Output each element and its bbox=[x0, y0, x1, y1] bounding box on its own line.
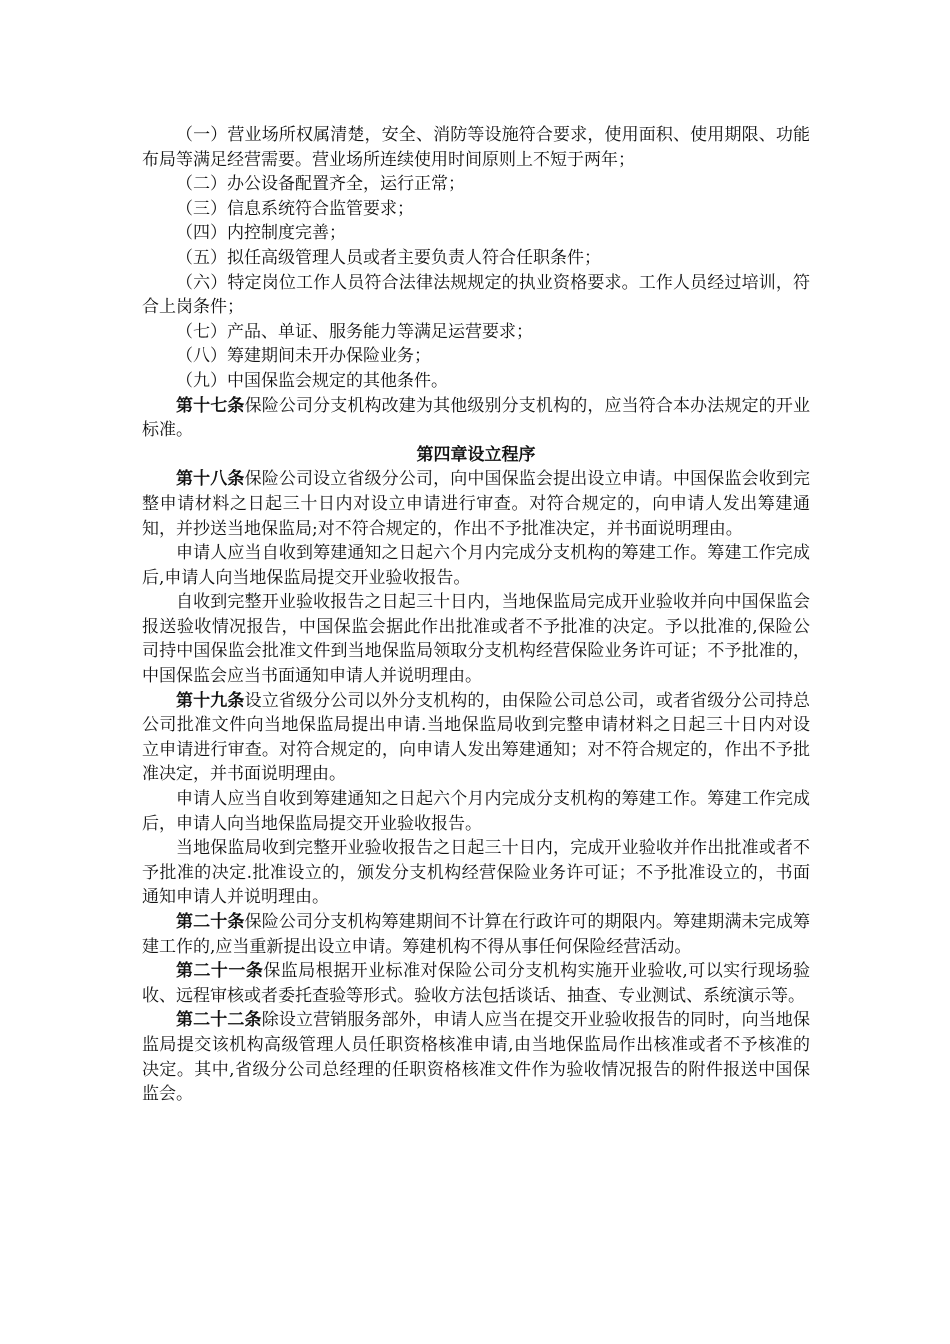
article-17-text: 保险公司分支机构改建为其他级别分支机构的，应当符合本办法规定的开业标准。 bbox=[142, 395, 811, 441]
article-19-text: 设立省级分公司以外分支机构的，由保险公司总公司，或者省级分公司持总公司批准文件向当地保监局提出申请.当地保监局收到完整申请材料之日起三十日内对设立申请进行审查。对符合规定的，向申请人发出筹建通知；对不符合规定的，作出不予批准决定，并书面说明理由。 bbox=[142, 690, 811, 785]
article-20 bbox=[142, 910, 810, 959]
article-18-paragraph-3: 自收到完整开业验收报告之日起三十日内，当地保监局完成开业验收并向中国保监会报送验收情况报告，中国保监会据此作出批准或者不予批准的决定。予以批准的,保险公司持中国保监会批准文件到当地保监局领取分支机构经营保险业务许可证；不予批准的，中国保监会应当书面通知申请人并说明理由。 bbox=[142, 592, 810, 687]
article-20-number: 第二十条 bbox=[176, 912, 245, 932]
chapter-title: 第四章设立程序 bbox=[416, 444, 536, 465]
article-18-number: 第十八条 bbox=[176, 469, 245, 490]
item-3: （三）信息系统符合监管要求； bbox=[176, 198, 414, 219]
document-page bbox=[142, 123, 810, 1107]
item-1: （一）营业场所权属清楚，安全、消防等设施符合要求，使用面积、使用期限、功能布局等满足经营需要。营业场所连续使用时间原则上不短于两年； bbox=[142, 125, 810, 170]
article-17-number: 第十七条 bbox=[176, 395, 245, 416]
item-2: （二）办公设备配置齐全，运行正常； bbox=[176, 174, 465, 195]
article-19-paragraph-2: 申请人应当自收到筹建通知之日起六个月内完成分支机构的筹建工作。筹建工作完成后，申请人向当地保监局提交开业验收报告。 bbox=[142, 789, 810, 834]
article-18-paragraph-2: 申请人应当自收到筹建通知之日起六个月内完成分支机构的筹建工作。筹建工作完成后,申请人向当地保监局提交开业验收报告。 bbox=[142, 543, 810, 588]
article-20-text: 保险公司分支机构筹建期间不计算在行政许可的期限内。筹建期满未完成筹建工作的,应当重新提出设立申请。筹建机构不得从事任何保险经营活动。 bbox=[142, 912, 811, 957]
article-22-text: 除设立营销服务部外，申请人应当在提交开业验收报告的同时，向当地保监局提交该机构高级管理人员任职资格核准申请,由当地保监局作出核准或者不予核准的决定。其中,省级分公司总经理的任职资格核准文件作为验收情况报告的附件报送中国保监会。 bbox=[142, 1010, 811, 1105]
article-21 bbox=[142, 959, 810, 1008]
article-17 bbox=[142, 394, 810, 443]
item-4: （四）内控制度完善； bbox=[176, 223, 346, 244]
article-21-number: 第二十一条 bbox=[176, 961, 264, 982]
item-9: （九）中国保监会规定的其他条件。 bbox=[176, 370, 448, 391]
article-22 bbox=[142, 1008, 810, 1106]
item-7: （七）产品、单证、服务能力等满足运营要求； bbox=[176, 321, 533, 342]
article-22-number: 第二十二条 bbox=[176, 1010, 262, 1031]
item-8: （八）筹建期间未开办保险业务； bbox=[176, 346, 431, 367]
article-18 bbox=[142, 467, 810, 541]
article-18-text: 保险公司设立省级分公司，向中国保监会提出设立申请。中国保监会收到完整申请材料之日起三十日内对设立申请进行审查。对符合规定的，向申请人发出筹建通知，并抄送当地保监局;对不符合规定的，作出不予批准决定，并书面说明理由。 bbox=[142, 469, 811, 539]
item-6: （六）特定岗位工作人员符合法律法规规定的执业资格要求。工作人员经过培训，符合上岗条件； bbox=[142, 272, 810, 318]
article-19-number: 第十九条 bbox=[176, 690, 245, 711]
item-5: （五）拟任高级管理人员或者主要负责人符合任职条件； bbox=[176, 247, 601, 268]
article-21-text: 保监局根据开业标准对保险公司分支机构实施开业验收,可以实行现场验收、远程审核或者委托查验等形式。验收方法包括谈话、抽查、专业测试、系统演示等。 bbox=[142, 961, 811, 1006]
article-19-paragraph-3: 当地保监局收到完整开业验收报告之日起三十日内，完成开业验收并作出批准或者不予批准的决定.批准设立的，颁发分支机构经营保险业务许可证；不予批准设立的，书面通知申请人并说明理由。 bbox=[142, 838, 810, 908]
article-19 bbox=[142, 689, 810, 787]
